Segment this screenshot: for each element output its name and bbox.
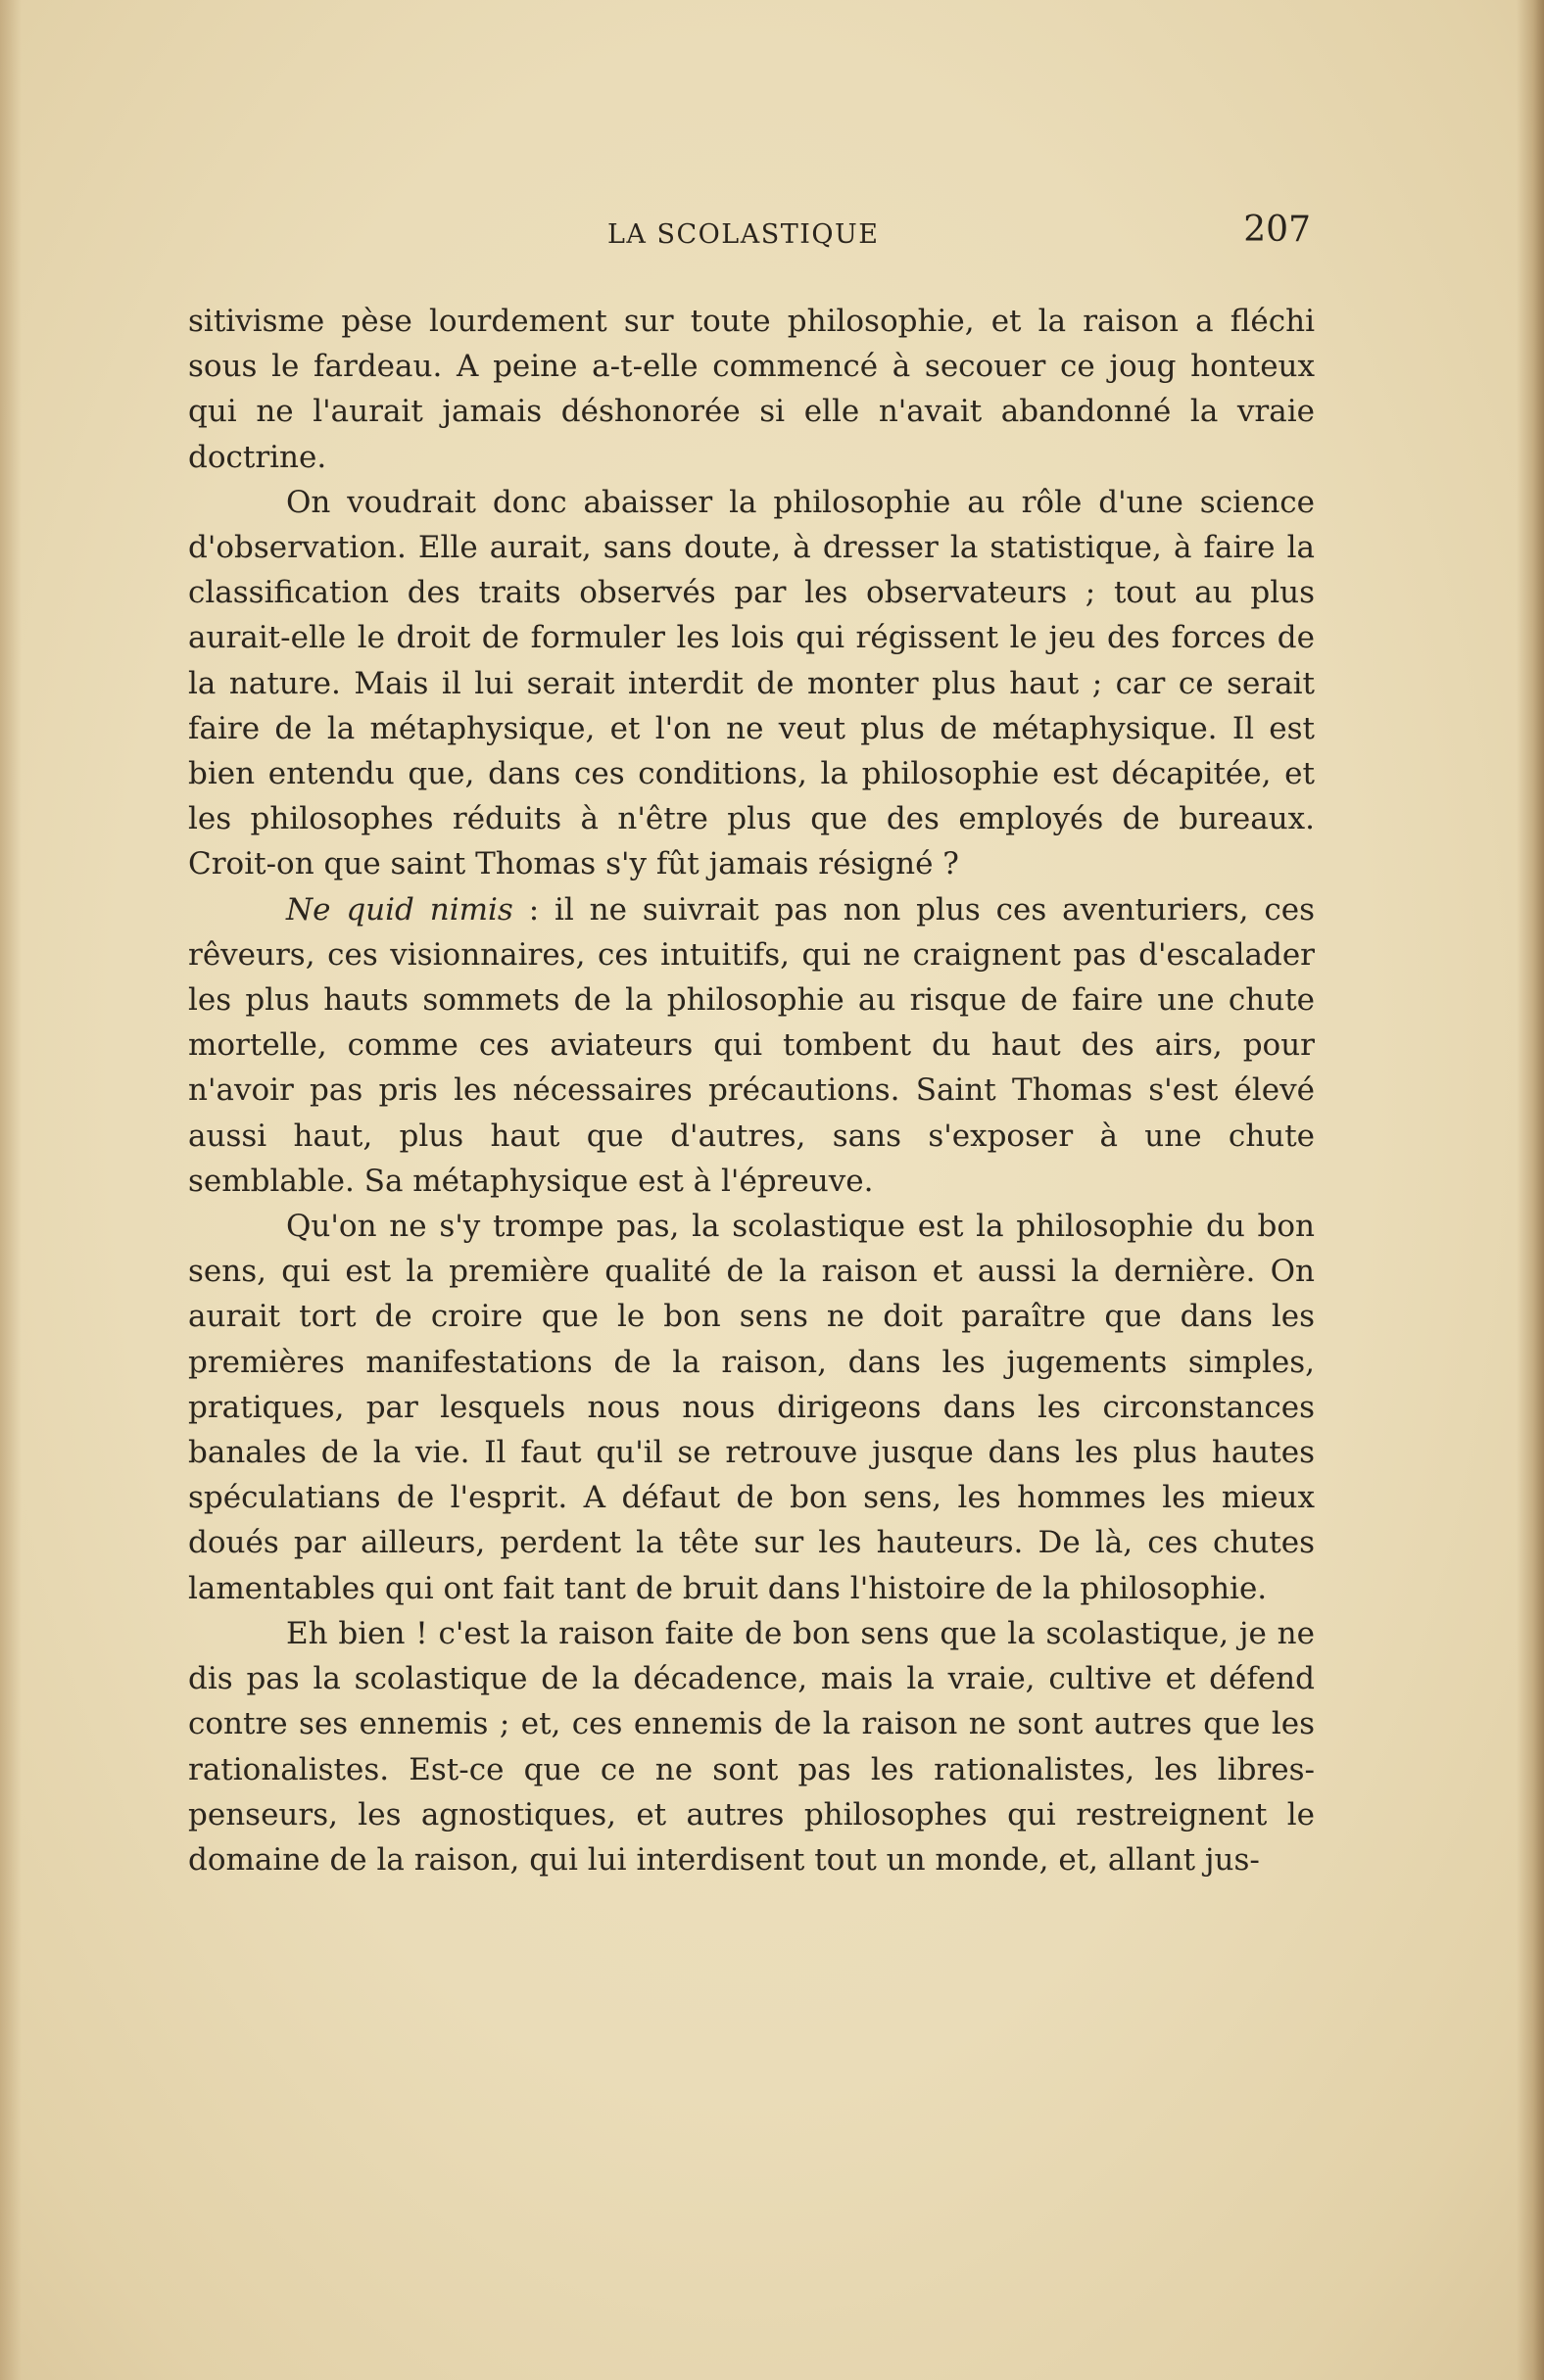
paragraph-continuation: sitivisme pèse lourdement sur toute philosophie, et la raison a fléchi sous le fardeau. A peine a-t-elle commencé à secouer ce joug honteux qui ne l'aurait jamais déshonorée si elle n'avait abandonné la vraie doctrine. xyxy=(188,304,1315,475)
paragraph: Eh bien ! c'est la raison faite de bon sens que la scolastique, je ne dis pas la scolastique de la décadence, mais la vraie, cultive et défend contre ses ennemis ; et, ces ennemis de la raison ne sont autres que les rationalistes. Est-ce que ce ne sont pas les rationalistes, les libres-penseurs, les agnostiques, et autres philosophes qui restreignent le domaine de la raison, qui lui interdisent tout un monde, et, allant jus- xyxy=(188,1615,1315,1878)
body-text xyxy=(188,299,1315,1882)
paragraph: On voudrait donc abaisser la philosophie au rôle d'une science d'observation. Elle aurait, sans doute, à dresser la statistique, à faire la classification des traits observés par les observateurs ; tout au plus aurait-elle le droit de formuler les lois qui régissent le jeu des forces de la nature. Mais il lui serait interdit de monter plus haut ; car ce serait faire de la métaphysique, et l'on ne veut plus de métaphysique. Il est bien entendu que, dans ces conditions, la philosophie est décapitée, et les philosophes réduits à n'être plus que des employés de bureaux. Croit-on que saint Thomas s'y fût jamais résigné ? xyxy=(188,484,1315,882)
running-title: LA SCOLASTIQUE xyxy=(607,219,880,250)
latin-phrase: Ne quid nimis xyxy=(286,891,513,928)
paragraph: Qu'on ne s'y trompe pas, la scolastique est la philosophie du bon sens, qui est la première qualité de la raison et aussi la dernière. On aurait tort de croire que le bon sens ne doit paraître que dans les premières manifestations de la raison, dans les jugements simples, pratiques, par lesquels nous nous dirigeons dans les circonstances banales de la vie. Il faut qu'il se retrouve jusque dans les plus hautes spéculatians de l'esprit. A défaut de bon sens, les hommes les mieux doués par ailleurs, perdent la tête sur les hauteurs. De là, ces chutes lamentables qui ont fait tant de bruit dans l'histoire de la philosophie. xyxy=(188,1209,1315,1606)
paragraph xyxy=(188,887,1315,1204)
paragraph-text: : il ne suivrait pas non plus ces aventuriers, ces rêveurs, ces visionnaires, ces intuitifs, qui ne craignent pas d'escalader les plus hauts sommets de la philosophie au risque de faire une chute mortelle, comme ces aviateurs qui tombent du haut des airs, pour n'avoir pas pris les nécessaires précautions. Saint Thomas s'est élevé aussi haut, plus haut que d'autres, sans s'exposer à une chute semblable. Sa métaphysique est à l'épreuve. xyxy=(188,891,1315,1199)
page-header xyxy=(174,206,1311,255)
page-number: 207 xyxy=(1243,210,1311,250)
